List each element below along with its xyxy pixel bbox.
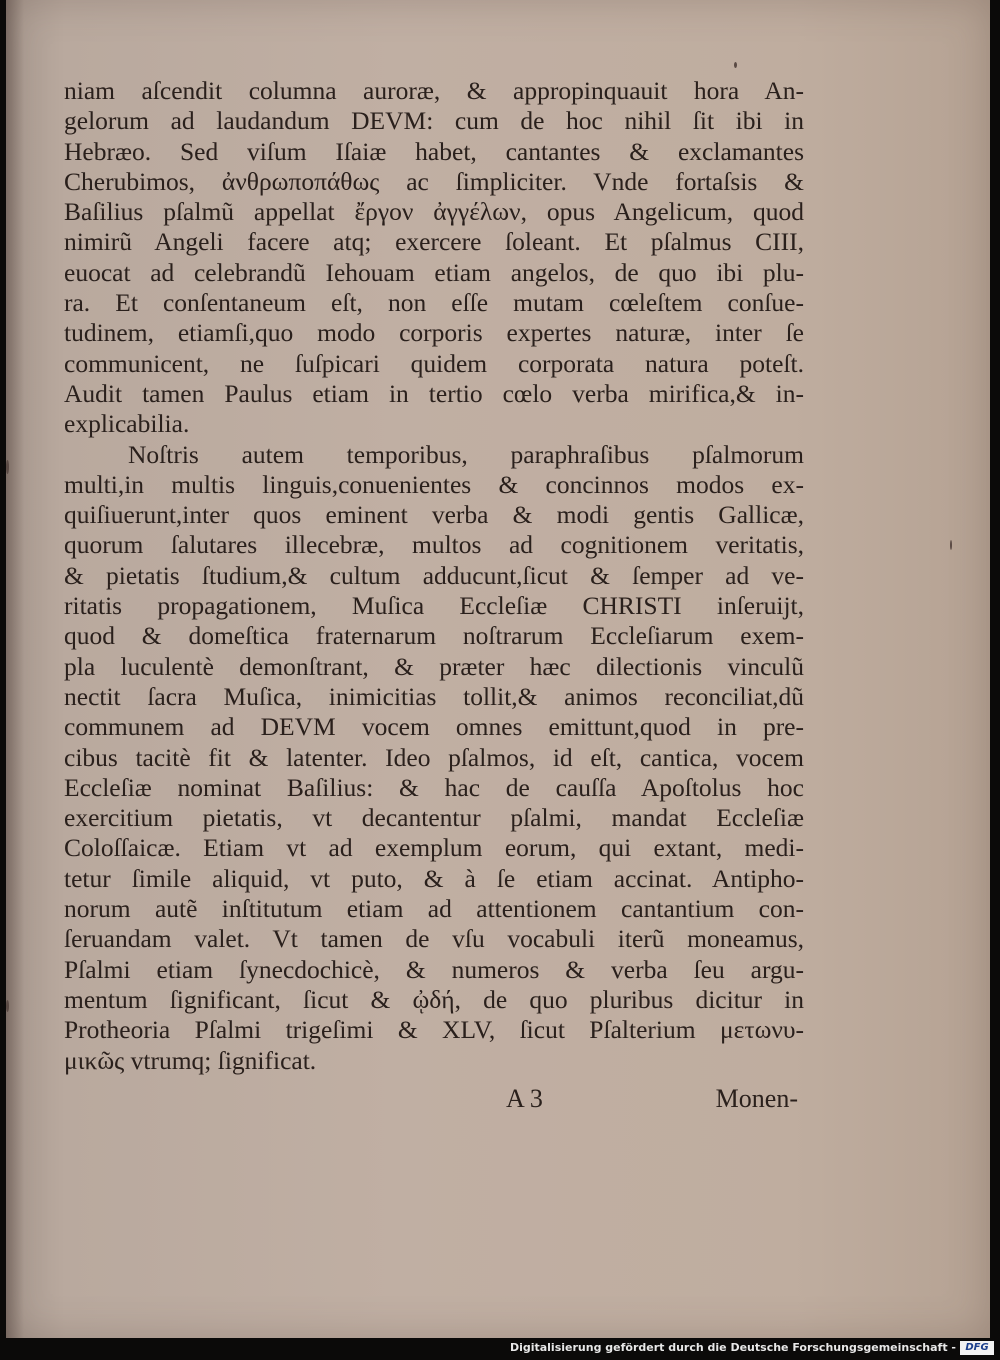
text-line: exercitium pietatis, vt decantentur pſalmi, mandat Eccleſiæ	[64, 803, 804, 833]
text-line: nectit ſacra Muſica, inimicitias tollit,& animos reconciliat,dũ	[64, 681, 804, 711]
text-line: Audit tamen Paulus etiam in tertio cœlo verba mirifica,& in-	[64, 378, 804, 408]
text-line: & pietatis ſtudium,& cultum adducunt,ſicut & ſemper ad ve-	[64, 560, 804, 590]
paper-speck	[734, 62, 737, 68]
text-line: quiſiuerunt,inter quos eminent verba & modi gentis Gallicæ,	[64, 500, 804, 530]
paper-speck	[6, 1000, 9, 1012]
text-line: Cherubimos, ἀνθρωποπάθως ac ſimpliciter. Vnde fortaſsis &	[64, 166, 804, 196]
text-line: communem ad DEVM vocem omnes emittunt,quod in pre-	[64, 712, 804, 742]
text-line: nimirũ Angeli facere atq; exercere ſoleant. Et pſalmus CIII,	[64, 227, 804, 257]
paper-speck	[6, 460, 9, 474]
text-line: ſeruandam valet. Vt tamen de vſu vocabuli iterũ moneamus,	[64, 924, 804, 954]
text-line: ritatis propagationem, Muſica Eccleſiæ CHRISTI inſeruijt,	[64, 591, 804, 621]
text-line: niam aſcendit columna auroræ, & appropinquauit hora An-	[64, 76, 804, 105]
page-text	[64, 76, 804, 1076]
text-line: communicent, ne ſuſpicari quidem corporata natura poteſt.	[64, 348, 804, 378]
book-page	[6, 0, 990, 1338]
digitization-footer	[0, 1338, 1000, 1360]
signature-mark: A 3	[506, 1084, 543, 1113]
text-line: tudinem, etiamſi,quo modo corporis expertes naturæ, inter ſe	[64, 318, 804, 348]
text-line: norum autẽ inſtitutum etiam ad attentionem cantantium con-	[64, 894, 804, 924]
text-line: ra. Et conſentaneum eſt, non eſſe mutam cœleſtem conſue-	[64, 288, 804, 318]
text-line: Baſilius pſalmũ appellat ἔργον ἀγγέλων, opus Angelicum, quod	[64, 197, 804, 227]
text-line: pla luculentè demonſtrant, & præter hæc dilectionis vinculũ	[64, 651, 804, 681]
funding-credit: Digitalisierung gefördert durch die Deutsche Forschungsgemeinschaft -	[509, 1341, 956, 1354]
text-line: gelorum ad laudandum DEVM: cum de hoc nihil ſit ibi in	[64, 106, 804, 136]
text-line: Hebræo. Sed viſum Iſaiæ habet, cantantes & exclamantes	[64, 136, 804, 166]
text-line: tetur ſimile aliquid, vt puto, & à ſe etiam accinat. Antipho-	[64, 863, 804, 893]
text-line: explicabilia.	[64, 409, 190, 439]
catchword: Monen-	[715, 1084, 798, 1113]
text-line: μικῶς vtrumq; ſignificat.	[64, 1045, 317, 1075]
text-line: quorum ſalutares illecebræ, multos ad cognitionem veritatis,	[64, 530, 804, 560]
text-line: Eccleſiæ nominat Baſilius: & hac de cauſſa Apoſtolus hoc	[64, 772, 804, 802]
dfg-logo: DFG	[960, 1341, 994, 1355]
text-line: quod & domeſtica fraternarum noſtrarum Eccleſiarum exem-	[64, 621, 804, 651]
text-line: Protheoria Pſalmi trigeſimi & XLV, ſicut Pſalterium μετωνυ-	[64, 1015, 804, 1045]
text-line: euocat ad celebrandũ Iehouam etiam angelos, de quo ibi plu-	[64, 257, 804, 287]
text-line: multi,in multis linguis,conuenientes & concinnos modos ex-	[64, 469, 804, 499]
text-line: Pſalmi etiam ſynecdochicè, & numeros & verba ſeu argu-	[64, 954, 804, 984]
text-line: cibus tacitè fit & latenter. Ideo pſalmos, id eſt, cantica, vocem	[64, 742, 804, 772]
text-line: mentum ſignificant, ſicut & ᾠδή, de quo pluribus dicitur in	[64, 984, 804, 1014]
text-line: Coloſſaicæ. Etiam vt ad exemplum eorum, qui extant, medi-	[64, 833, 804, 863]
paper-speck	[950, 540, 952, 550]
paragraph-start-line: Noſtris autem temporibus, paraphraſibus pſalmorum	[128, 439, 804, 469]
